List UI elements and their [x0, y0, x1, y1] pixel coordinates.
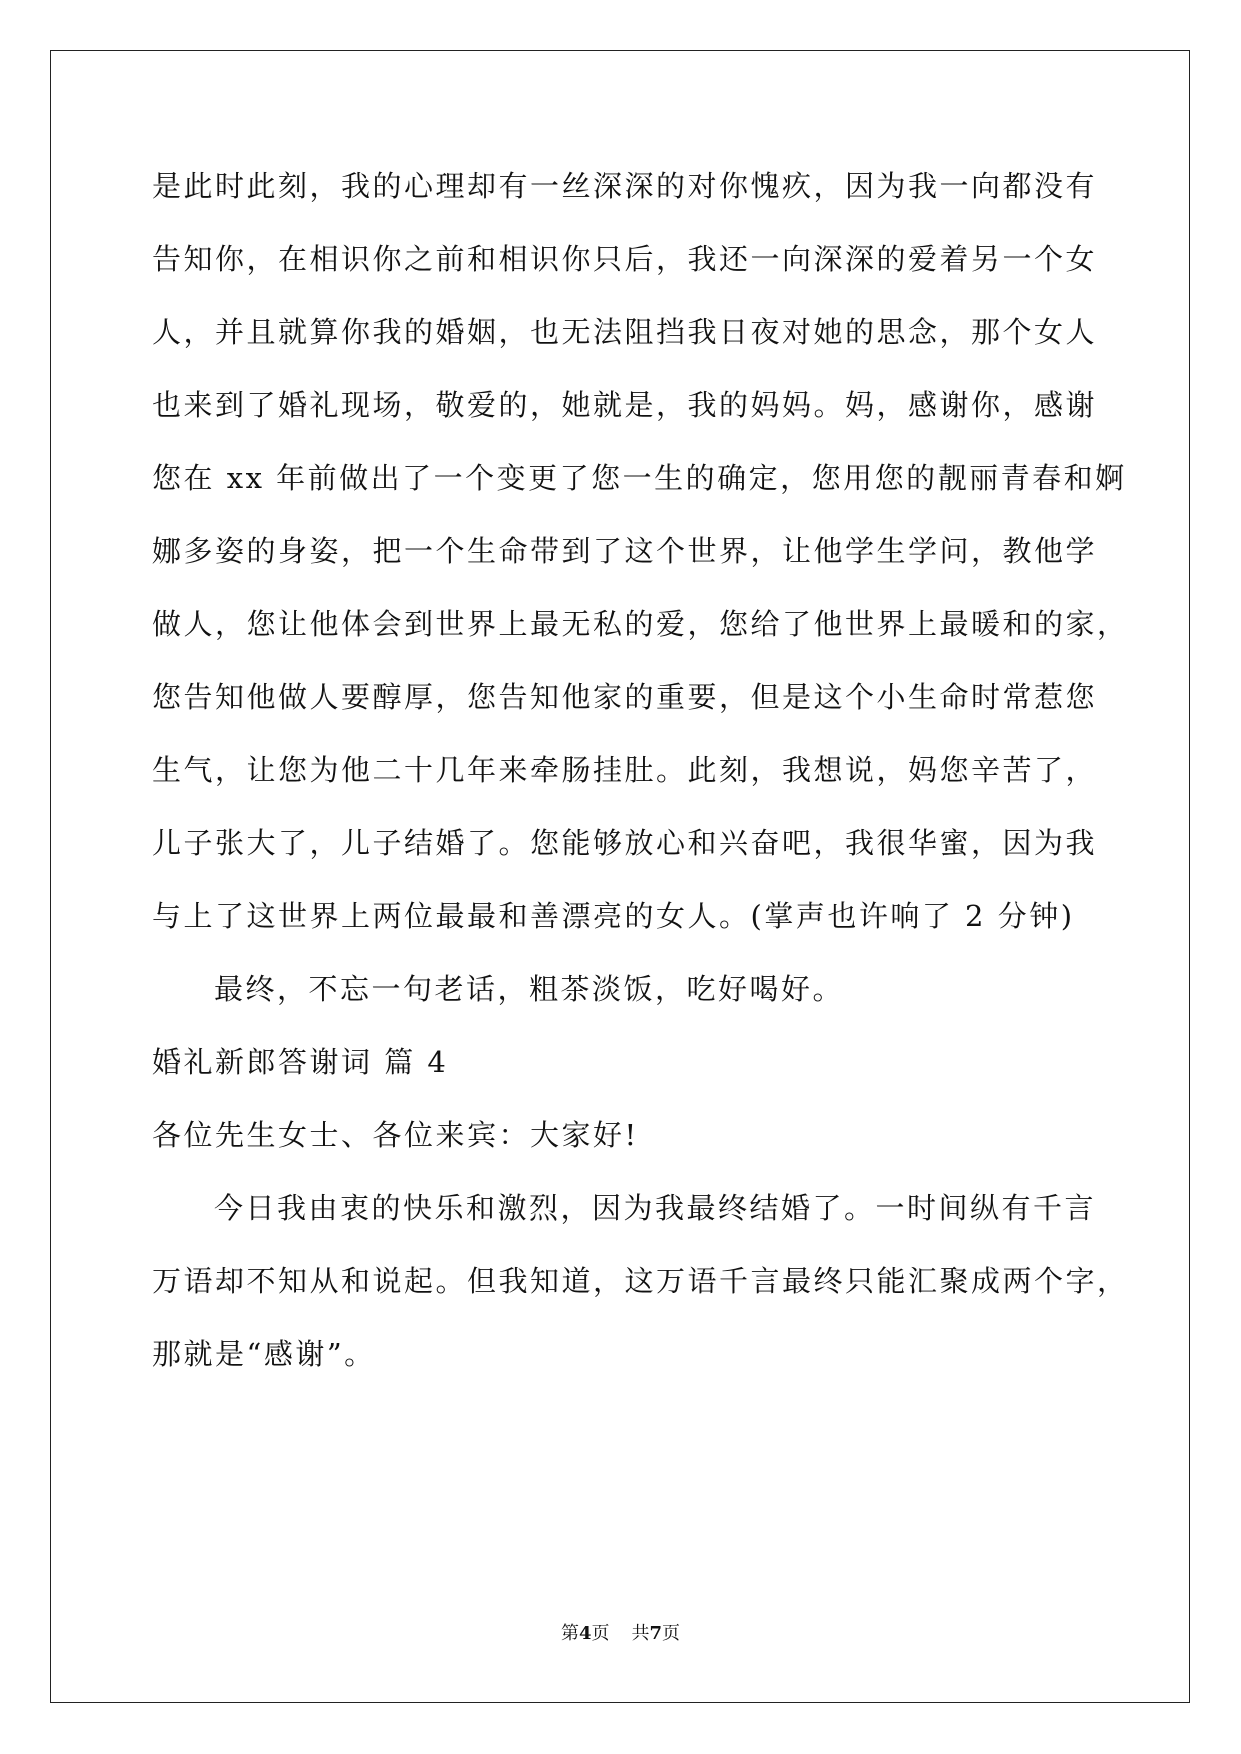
page-number: 4 [578, 1623, 592, 1644]
paragraph-line: 做人，您让他体会到世界上最无私的爱，您给了他世界上最暖和的家， [152, 607, 1129, 641]
paragraph-line: 万语却不知从和说起。但我知道，这万语千言最终只能汇聚成两个字， [152, 1264, 1129, 1298]
paragraph-line: 生气，让您为他二十几年来牵肠挂肚。此刻，我想说，妈您辛苦了， [152, 753, 1098, 787]
paragraph-line: 与上了这世界上两位最最和善漂亮的女人。(掌声也许响了 2 分钟) [152, 899, 1075, 933]
total-prefix: 共 [631, 1623, 650, 1644]
section-heading: 婚礼新郎答谢词 篇 4 [152, 1045, 449, 1079]
paragraph-line: 人，并且就算你我的婚姻，也无法阻挡我日夜对她的思念，那个女人 [152, 315, 1098, 349]
paragraph-line: 今日我由衷的快乐和激烈，因为我最终结婚了。一时间纵有千言 [214, 1191, 1097, 1225]
paragraph-line: 那就是“感谢”。 [152, 1337, 376, 1371]
closing-line: 最终，不忘一句老话，粗茶淡饭，吃好喝好。 [214, 972, 845, 1006]
paragraph-line: 也来到了婚礼现场，敬爱的，她就是，我的妈妈。妈，感谢你，感谢 [152, 388, 1098, 422]
total-suffix: 页 [662, 1623, 681, 1644]
page-suffix: 页 [591, 1623, 610, 1644]
page-footer [0, 1622, 1241, 1646]
paragraph-line: 您告知他做人要醇厚，您告知他家的重要，但是这个小生命时常惹您 [152, 680, 1098, 714]
paragraph-line: 您在 xx 年前做出了一个变更了您一生的确定，您用您的靓丽青春和婀 [152, 461, 1127, 495]
paragraph-line: 是此时此刻，我的心理却有一丝深深的对你愧疚，因为我一向都没有 [152, 169, 1098, 203]
page-prefix: 第 [560, 1623, 579, 1644]
total-pages: 7 [649, 1623, 663, 1644]
paragraph-line: 娜多姿的身姿，把一个生命带到了这个世界，让他学生学问，教他学 [152, 534, 1098, 568]
salutation-line: 各位先生女士、各位来宾：大家好! [152, 1118, 639, 1152]
paragraph-line: 告知你，在相识你之前和相识你只后，我还一向深深的爱着另一个女 [152, 242, 1098, 276]
paragraph-line: 儿子张大了，儿子结婚了。您能够放心和兴奋吧，我很华蜜，因为我 [152, 826, 1098, 860]
page-border [50, 50, 1190, 1703]
